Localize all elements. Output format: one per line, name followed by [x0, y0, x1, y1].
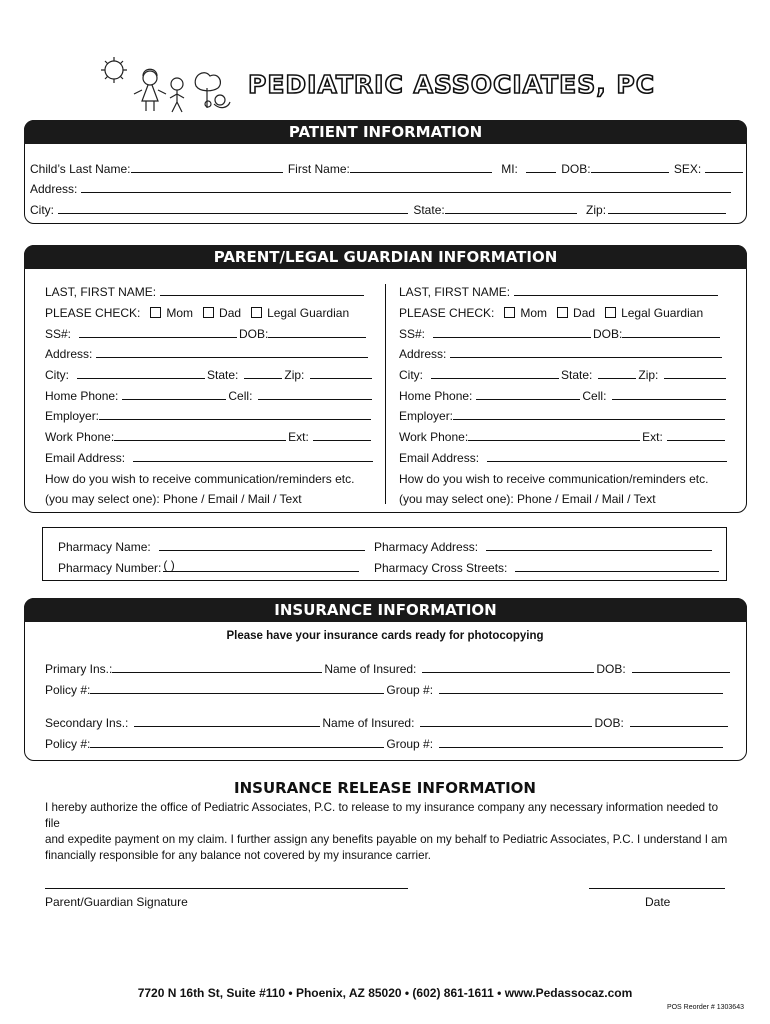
secondary-policy-field[interactable] [90, 736, 384, 748]
secondary-group-field[interactable] [439, 736, 723, 748]
guardian-info-header: PARENT/LEGAL GUARDIAN INFORMATION [24, 245, 747, 269]
secondary-ins-field[interactable] [134, 715, 320, 727]
guardian1-work-phone-label: Work Phone: [45, 430, 115, 444]
guardian2-dad-checkbox[interactable] [557, 307, 568, 318]
guardian2-ext-field[interactable] [667, 429, 725, 441]
child-last-name-field[interactable] [131, 161, 283, 173]
child-city-field[interactable] [58, 202, 408, 214]
guardian1-home-phone-label: Home Phone: [45, 389, 119, 403]
date-line[interactable] [589, 888, 725, 889]
guardian2-email-label: Email Address: [399, 451, 480, 465]
guardian2-mom-checkbox[interactable] [504, 307, 515, 318]
guardian1-cell-label: Cell: [228, 389, 253, 403]
guardian1-dob-label: DOB: [239, 327, 269, 341]
legal-label: Legal Guardian [267, 306, 350, 320]
guardian1-zip-field[interactable] [310, 367, 372, 379]
guardian2-email-field[interactable] [487, 450, 727, 462]
secondary-ins-label: Secondary Ins.: [45, 716, 129, 730]
primary-ins-label: Primary Ins.: [45, 662, 113, 676]
secondary-group-label: Group #: [386, 737, 434, 751]
guardian1-zip-label: Zip: [284, 368, 305, 382]
date-label: Date [645, 895, 671, 909]
child-address-label: Address: [30, 182, 78, 196]
dad-label: Dad [573, 306, 596, 320]
guardian2-name-field[interactable] [514, 284, 718, 296]
guardian2-zip-field[interactable] [664, 367, 726, 379]
guardian2-state-field[interactable] [598, 367, 636, 379]
mom-label: Mom [520, 306, 548, 320]
guardian1-home-phone-field[interactable] [122, 388, 226, 400]
dad-label: Dad [219, 306, 242, 320]
pharmacy-cross-field[interactable] [515, 560, 719, 572]
guardian1-employer-label: Employer: [45, 409, 100, 423]
guardian2-name-label: LAST, FIRST NAME: [399, 285, 511, 299]
guardian1-work-phone-field[interactable] [114, 429, 286, 441]
area-code-parens: ( ) [163, 558, 175, 572]
first-name-label: First Name: [287, 162, 350, 176]
guardian1-name-label: LAST, FIRST NAME: [45, 285, 157, 299]
guardian1-state-label: State: [207, 368, 239, 382]
guardian1-email-field[interactable] [133, 450, 373, 462]
secondary-dob-field[interactable] [630, 715, 728, 727]
primary-group-field[interactable] [439, 682, 723, 694]
primary-policy-field[interactable] [90, 682, 384, 694]
primary-dob-label: DOB: [596, 662, 626, 676]
pharmacy-number-label: Pharmacy Number: [58, 561, 162, 575]
guardian1-state-field[interactable] [244, 367, 282, 379]
child-zip-field[interactable] [608, 202, 726, 214]
signature-line[interactable] [45, 888, 408, 889]
guardian2-zip-label: Zip: [638, 368, 659, 382]
guardian1-address-label: Address: [45, 347, 93, 361]
guardian2-address-label: Address: [399, 347, 447, 361]
release-line-2: and expedite payment on my claim. I further assign any benefits payable on my behalf to Pediatric Associates, P.C. I understand I am [45, 833, 728, 846]
guardian2-city-field[interactable] [431, 367, 559, 379]
guardian1-city-field[interactable] [77, 367, 205, 379]
guardian1-cell-field[interactable] [258, 388, 372, 400]
guardian2-work-phone-field[interactable] [468, 429, 640, 441]
child-dob-field[interactable] [591, 161, 669, 173]
mi-field[interactable] [526, 161, 556, 173]
release-text [45, 800, 735, 864]
child-address-field[interactable] [81, 181, 731, 193]
guardian2-employer-label: Employer: [399, 409, 454, 423]
guardian2-dob-label: DOB: [593, 327, 623, 341]
guardian1-comm-question: How do you wish to receive communication/reminders etc. [45, 472, 355, 486]
column-divider [385, 284, 386, 504]
sex-field[interactable] [705, 161, 743, 173]
guardian1-email-label: Email Address: [45, 451, 126, 465]
pharmacy-name-label: Pharmacy Name: [58, 540, 151, 554]
pharmacy-cross-label: Pharmacy Cross Streets: [374, 561, 508, 575]
patient-info-header: PATIENT INFORMATION [24, 120, 747, 144]
guardian2-comm-question: How do you wish to receive communication/reminders etc. [399, 472, 709, 486]
guardian1-comm-options[interactable]: (you may select one): Phone / Email / Mail / Text [45, 492, 302, 506]
mi-label: MI: [501, 162, 518, 176]
child-last-name-label: Child’s Last Name: [30, 162, 131, 176]
secondary-dob-label: DOB: [594, 716, 624, 730]
practice-brand-name: PEDIATRIC ASSOCIATES, PC [248, 70, 656, 99]
signature-label: Parent/Guardian Signature [45, 895, 188, 909]
guardian1-employer-field[interactable] [99, 408, 371, 420]
guardian2-address-field[interactable] [450, 346, 722, 358]
primary-policy-label: Policy #: [45, 683, 91, 697]
guardian1-legal-checkbox[interactable] [251, 307, 262, 318]
insurance-note: Please have your insurance cards ready for photocopying [226, 630, 544, 642]
primary-ins-field[interactable] [112, 661, 322, 673]
guardian1-dob-field[interactable] [268, 326, 366, 338]
secondary-policy-label: Policy #: [45, 737, 91, 751]
child-state-field[interactable] [445, 202, 577, 214]
primary-dob-field[interactable] [632, 661, 730, 673]
guardian2-state-label: State: [561, 368, 593, 382]
guardian2-home-phone-field[interactable] [476, 388, 580, 400]
pharmacy-address-label: Pharmacy Address: [374, 540, 479, 554]
guardian2-cell-field[interactable] [612, 388, 726, 400]
primary-name-insured-field[interactable] [422, 661, 594, 673]
guardian2-dob-field[interactable] [622, 326, 720, 338]
guardian1-ss-field[interactable] [79, 326, 237, 338]
kids-logo-illustration [92, 56, 237, 118]
child-dob-label: DOB: [561, 162, 591, 176]
guardian2-check-label: PLEASE CHECK: [399, 306, 495, 320]
reorder-number: POS Reorder # 1303643 [666, 1004, 744, 1011]
pharmacy-number-field[interactable] [163, 560, 359, 572]
guardian2-work-phone-label: Work Phone: [399, 430, 469, 444]
primary-group-label: Group #: [386, 683, 434, 697]
primary-name-insured-label: Name of Insured: [324, 662, 417, 676]
sex-label: SEX: [673, 162, 702, 176]
release-line-1: I hereby authorize the office of Pediatric Associates, P.C. to release to my insurance company any necessary information needed to file [45, 801, 719, 830]
guardian1-ss-label: SS#: [45, 327, 72, 341]
guardian2-employer-field[interactable] [453, 408, 725, 420]
footer-address: 7720 N 16th St, Suite #110 • Phoenix, AZ 85020 • (602) 861-1611 • www.Pedassocaz.com [137, 986, 633, 1000]
guardian1-check-label: PLEASE CHECK: [45, 306, 141, 320]
mom-label: Mom [166, 306, 194, 320]
guardian2-ss-field[interactable] [433, 326, 591, 338]
guardian2-ss-label: SS#: [399, 327, 426, 341]
guardian2-city-label: City: [399, 368, 423, 382]
guardian1-dad-checkbox[interactable] [203, 307, 214, 318]
legal-label: Legal Guardian [621, 306, 704, 320]
secondary-name-insured-label: Name of Insured: [322, 716, 415, 730]
guardian1-name-field[interactable] [160, 284, 364, 296]
child-zip-label: Zip: [586, 203, 607, 217]
release-line-3: financially responsible for any balance not covered by my insurance carrier. [45, 849, 432, 862]
guardian1-address-field[interactable] [96, 346, 368, 358]
release-title: INSURANCE RELEASE INFORMATION [234, 779, 536, 797]
guardian1-ext-field[interactable] [313, 429, 371, 441]
insurance-info-header: INSURANCE INFORMATION [24, 598, 747, 622]
guardian2-cell-label: Cell: [582, 389, 607, 403]
pharmacy-address-field[interactable] [486, 539, 712, 551]
first-name-field[interactable] [350, 161, 492, 173]
child-state-label: State: [413, 203, 445, 217]
guardian1-mom-checkbox[interactable] [150, 307, 161, 318]
guardian2-legal-checkbox[interactable] [605, 307, 616, 318]
guardian1-city-label: City: [45, 368, 69, 382]
child-city-label: City: [30, 203, 54, 217]
guardian2-ext-label: Ext: [642, 430, 663, 444]
secondary-name-insured-field[interactable] [420, 715, 592, 727]
guardian2-comm-options[interactable]: (you may select one): Phone / Email / Mail / Text [399, 492, 656, 506]
guardian2-home-phone-label: Home Phone: [399, 389, 473, 403]
guardian1-ext-label: Ext: [288, 430, 309, 444]
pharmacy-name-field[interactable] [159, 539, 365, 551]
